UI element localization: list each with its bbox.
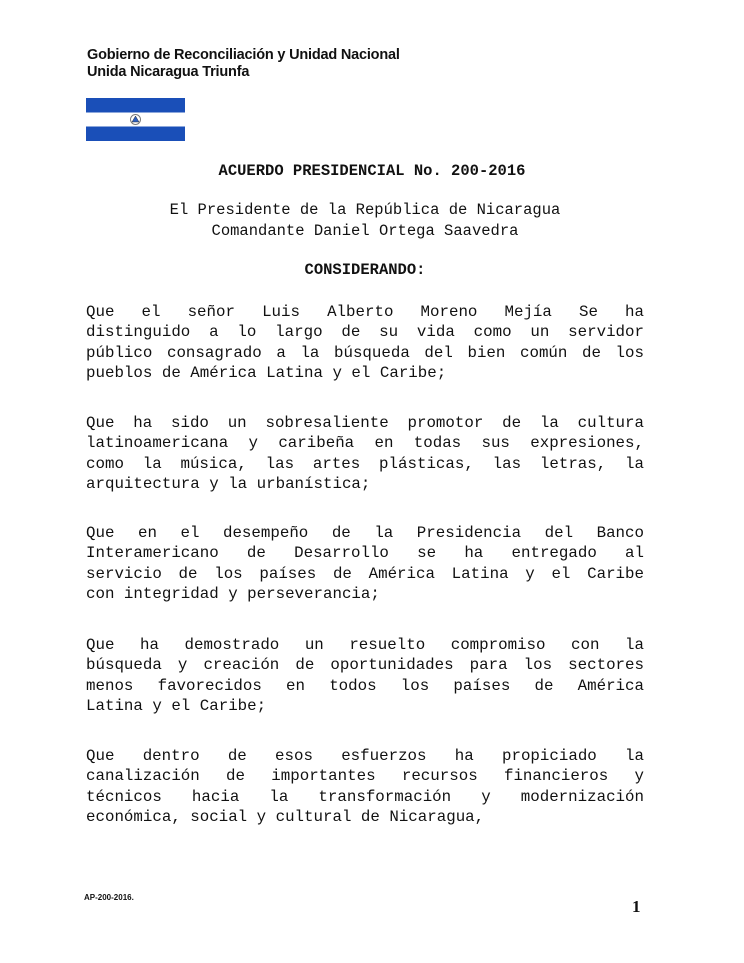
paragraph-4	[86, 635, 644, 716]
paragraph-line: técnicos hacia la transformación y modernización	[86, 787, 644, 806]
paragraph-2	[86, 413, 644, 494]
page-number: 1	[632, 897, 641, 916]
paragraph-line: Latina y el Caribe;	[86, 696, 267, 715]
paragraph-line: Que ha sido un sobresaliente promotor de la cultura	[86, 414, 644, 432]
paragraph-line: arquitectura y la urbanística;	[86, 474, 371, 493]
paragraph-line: servicio de los países de América Latina y el Caribe	[86, 564, 644, 583]
paragraph-line: pueblos de América Latina y el Caribe;	[86, 363, 447, 382]
paragraph-line: canalización de importantes recursos financieros y	[86, 767, 644, 786]
header-line-1: Gobierno de Reconciliación y Unidad Nacional	[87, 47, 400, 63]
considerando-heading: CONSIDERANDO:	[304, 261, 426, 279]
paragraph-line: distinguido a lo largo de su vida como un servidor	[86, 323, 644, 342]
paragraph-line: público consagrado a la búsqueda del bien común de los	[86, 343, 644, 362]
document-title: ACUERDO PRESIDENCIAL No. 200-2016	[218, 162, 526, 180]
paragraph-line: Que dentro de esos esfuerzos ha propiciado la	[86, 747, 644, 765]
nicaragua-flag-icon	[86, 98, 185, 141]
government-header	[87, 47, 400, 81]
paragraph-line: Interamericano de Desarrollo se ha entregado al	[86, 544, 644, 563]
paragraph-1	[86, 302, 644, 383]
president-line-1: El Presidente de la República de Nicaragua	[169, 201, 561, 219]
paragraph-3	[86, 523, 644, 604]
president-block	[0, 200, 730, 242]
paragraph-line: Que el señor Luis Alberto Moreno Mejía Se ha	[86, 303, 644, 321]
header-line-2: Unida Nicaragua Triunfa	[87, 64, 250, 80]
paragraph-line: como la música, las artes plásticas, las letras, la	[86, 454, 644, 473]
paragraph-line: Que ha demostrado un resuelto compromiso con la	[86, 636, 644, 654]
paragraph-line: económica, social y cultural de Nicaragua,	[86, 807, 485, 826]
paragraph-5	[86, 746, 644, 827]
paragraph-line: Que en el desempeño de la Presidencia del Banco	[86, 524, 644, 542]
paragraph-line: latinoamericana y caribeña en todas sus expresiones,	[86, 434, 644, 453]
paragraph-line: menos favorecidos en todos los países de América	[86, 676, 644, 695]
president-line-2: Comandante Daniel Ortega Saavedra	[211, 222, 519, 240]
paragraph-line: con integridad y perseverancia;	[86, 584, 380, 603]
paragraph-line: búsqueda y creación de oportunidades para los sectores	[86, 656, 644, 675]
document-reference: AP-200-2016.	[84, 893, 134, 902]
